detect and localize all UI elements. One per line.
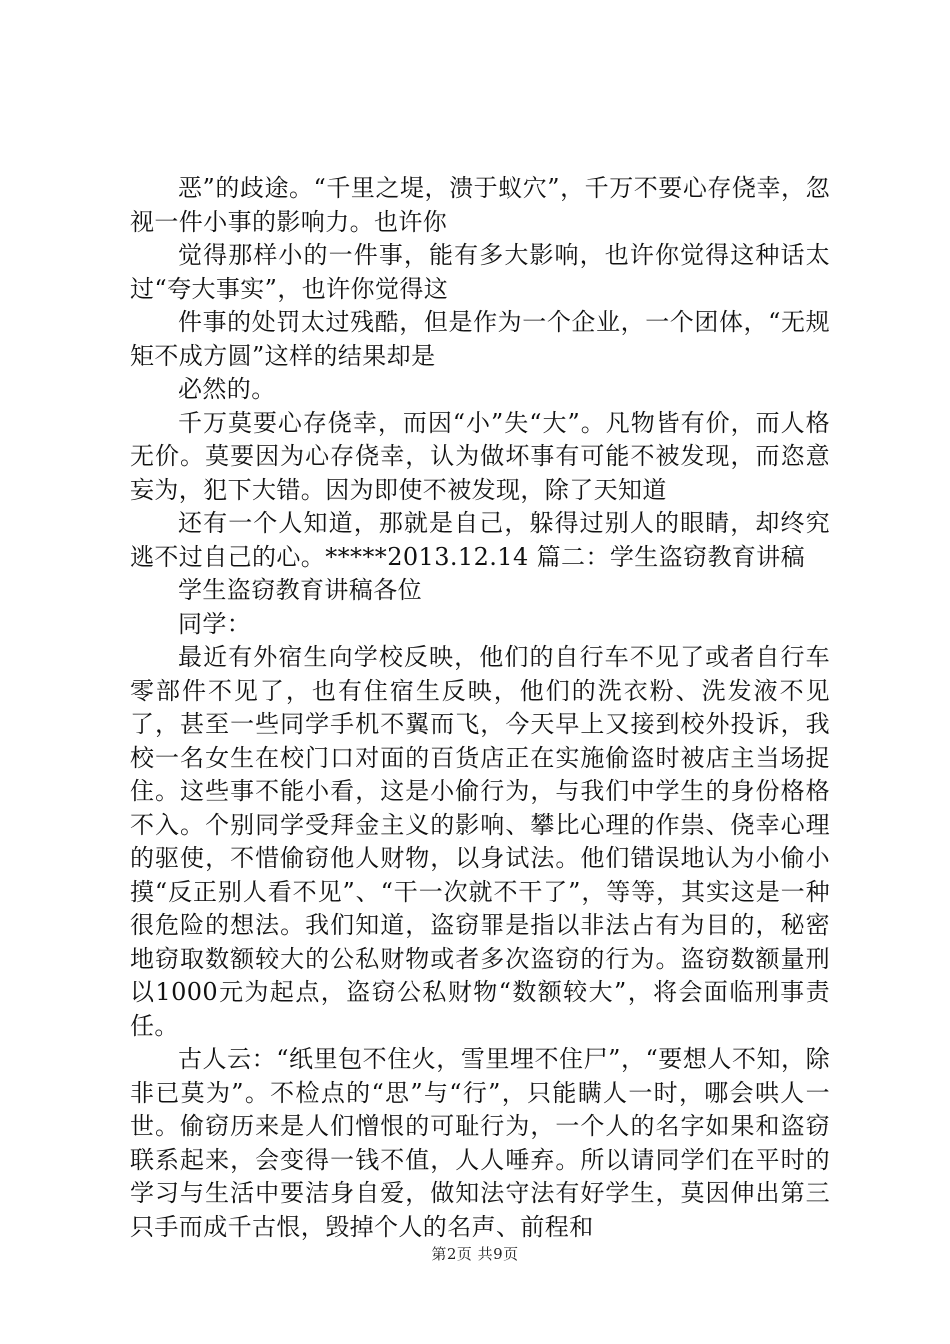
paragraph: 还有一个人知道，那就是自己，躲得过别人的眼睛，却终究逃不过自己的心。*****2013.12.14 篇二：学生盗窃教育讲稿 bbox=[130, 509, 830, 571]
page-number-footer: 第2页 共9页 bbox=[431, 1245, 519, 1263]
paragraph: 件事的处罚太过残酷，但是作为一个企业，一个团体，“无规矩不成方圆”这样的结果却是 bbox=[130, 308, 830, 370]
paragraph: 同学： bbox=[178, 609, 252, 638]
paragraph: 最近有外宿生向学校反映，他们的自行车不见了或者自行车零部件不见了，也有住宿生反映，他们的洗衣粉、洗发液不见了，甚至一些同学手机不翼而飞，今天早上又接到校外投诉，我校一名女生在校门口对面的百货店正在实施偷盗时被店主当场捉住。这些事不能小看，这是小偷行为，与我们中学生的身份格格不入。个别同学受拜金主义的影响、攀比心理的作祟、侥幸心理的驱使，不惜偷窃他人财物，以身试法。他们错误地认为小偷小摸“反正别人看不见”、“干一次就不干了”，等等，其实这是一种很危险的想法。我们知道，盗窃罪是指以非法占有为目的，秘密地窃取数额较大的公私财物或者多次盗窃的行为。盗窃数额量刑以1000元为起点，盗窃公私财物“数额较大”，将会面临刑事责任。 bbox=[130, 643, 830, 1040]
paragraph: 千万莫要心存侥幸，而因“小”失“大”。凡物皆有价，而人格无价。莫要因为心存侥幸，认为做坏事有可能不被发现，而恣意妄为，犯下大错。因为即使不被发现，除了天知道 bbox=[130, 408, 830, 504]
paragraph: 觉得那样小的一件事，能有多大影响，也许你觉得这种话太过“夸大事实”，也许你觉得这 bbox=[130, 241, 830, 303]
paragraph: 古人云：“纸里包不住火，雪里埋不住尸”，“要想人不知，除非已莫为”。不检点的“思”与“行”，只能瞒人一时，哪会哄人一世。偷窃历来是人们憎恨的可耻行为，一个人的名字如果和盗窃联系起来，会变得一钱不值，人人唾弃。所以请同学们在平时的学习与生活中要洁身自爱，做知法守法有好学生，莫因伸出第三只手而成千古恨，毁掉个人的名声、前程和 bbox=[130, 1045, 830, 1241]
paragraph: 学生盗窃教育讲稿各位 bbox=[178, 576, 422, 604]
paragraph: 必然的。 bbox=[178, 375, 276, 403]
paragraph: 恶”的歧途。“千里之堤，溃于蚁穴”，千万不要心存侥幸，忽视一件小事的影响力。也许你 bbox=[130, 174, 830, 236]
body-text bbox=[130, 172, 830, 1244]
